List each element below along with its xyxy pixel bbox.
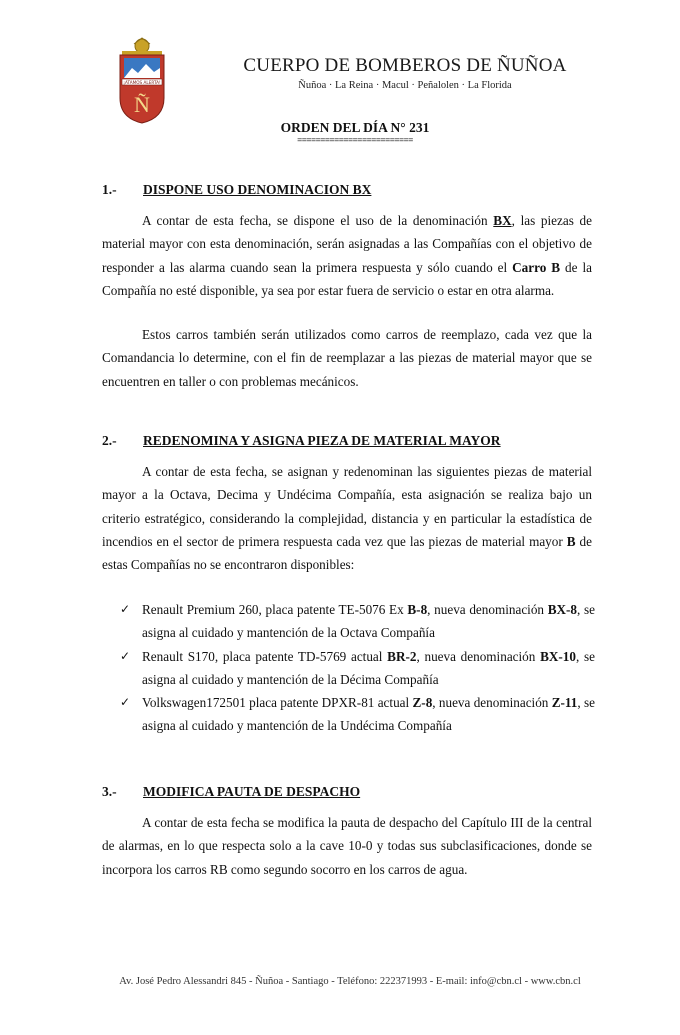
section-3-title: MODIFICA PAUTA DE DESPACHO [143, 784, 361, 799]
section-3-paragraph: A contar de esta fecha se modifica la pauta de despacho del Capítulo III de la central de alarmas, en lo que respecta solo a la cave 10-0 y todas sus subclasificaciones, donde se incorpora los carros RB como segundo socorro en los carros de agua. [102, 815, 592, 877]
organization-subtitle: Ñuñoa · La Reina · Macul · Peñalolen · La Florida [298, 80, 512, 91]
list-item: ✓ Renault Premium 260, placa patente TE-5076 Ex B-8, nueva denominación BX-8, se asigna al cuidado y mantención de la Octava Compañía [120, 598, 595, 645]
crest-motto: ¡ATAMOS ALERTA! [123, 79, 161, 85]
list-item: ✓ Renault S170, placa patente TD-5769 actual BR-2, nueva denominación BX-10, se asigna al cuidado y mantención de la Décima Compañía [120, 645, 595, 692]
section-1-paragraph-1: A contar de esta fecha, se dispone el uso de la denominación BX, las piezas de material mayor con esta denominación, serán asignadas a las Compañías con el objetivo de responder a las alarma cuando sean la primera respuesta y sólo cuando el Carro B de la Compañía no esté disponible, ya sea por estar fuera de servicio o estar en otra alarma. [102, 213, 593, 298]
section-1-paragraph-2: Estos carros también serán utilizados como carros de reemplazo, cada vez que la Comandancia lo determine, con el fin de reemplazar a las piezas de material mayor que se encuentren en taller o con problemas mecánicos. [102, 327, 592, 389]
section-2-number: 2.- [102, 433, 117, 448]
page-footer: Av. José Pedro Alessandri 845 - Ñuñoa - Santiago - Teléfono: 222371993 - E-mail: info@cbn.cl - www.cbn.cl [119, 976, 581, 987]
section-1-title: DISPONE USO DENOMINACION BX [143, 182, 372, 197]
checkmark-icon: ✓ [120, 648, 131, 663]
checkmark-icon: ✓ [120, 695, 131, 710]
vehicle-assignment-list [120, 598, 595, 738]
section-1-number: 1.- [102, 182, 117, 197]
section-2-title: REDENOMINA Y ASIGNA PIEZA DE MATERIAL MAYOR [143, 433, 501, 448]
crest-letter: Ñ [134, 92, 150, 117]
order-title: ORDEN DEL DÍA N° 231 [280, 120, 430, 135]
checkmark-icon: ✓ [120, 602, 131, 616]
order-title-rule: ========================= [297, 135, 413, 145]
organization-title: CUERPO DE BOMBEROS DE ÑUÑOA [243, 55, 567, 76]
list-item: ✓ Volkswagen172501 placa patente DPXR-81 actual Z-8, nueva denominación Z-11, se asigna al cuidado y mantención de la Undécima Compañía [120, 691, 595, 738]
crest-logo [116, 36, 168, 124]
section-2-paragraph: A contar de esta fecha, se asignan y redenominan las siguientes piezas de material mayor a la Octava, Decima y Undécima Compañía, esta asignación se realiza bajo un criterio estratégico, considerando la complejidad, distancia y en particular la estadística de incendios en el sector de primera respuesta cada vez que las piezas de material mayor B de estas Compañías no se encontraron disponibles: [102, 464, 592, 573]
section-3-number: 3.- [102, 784, 117, 799]
